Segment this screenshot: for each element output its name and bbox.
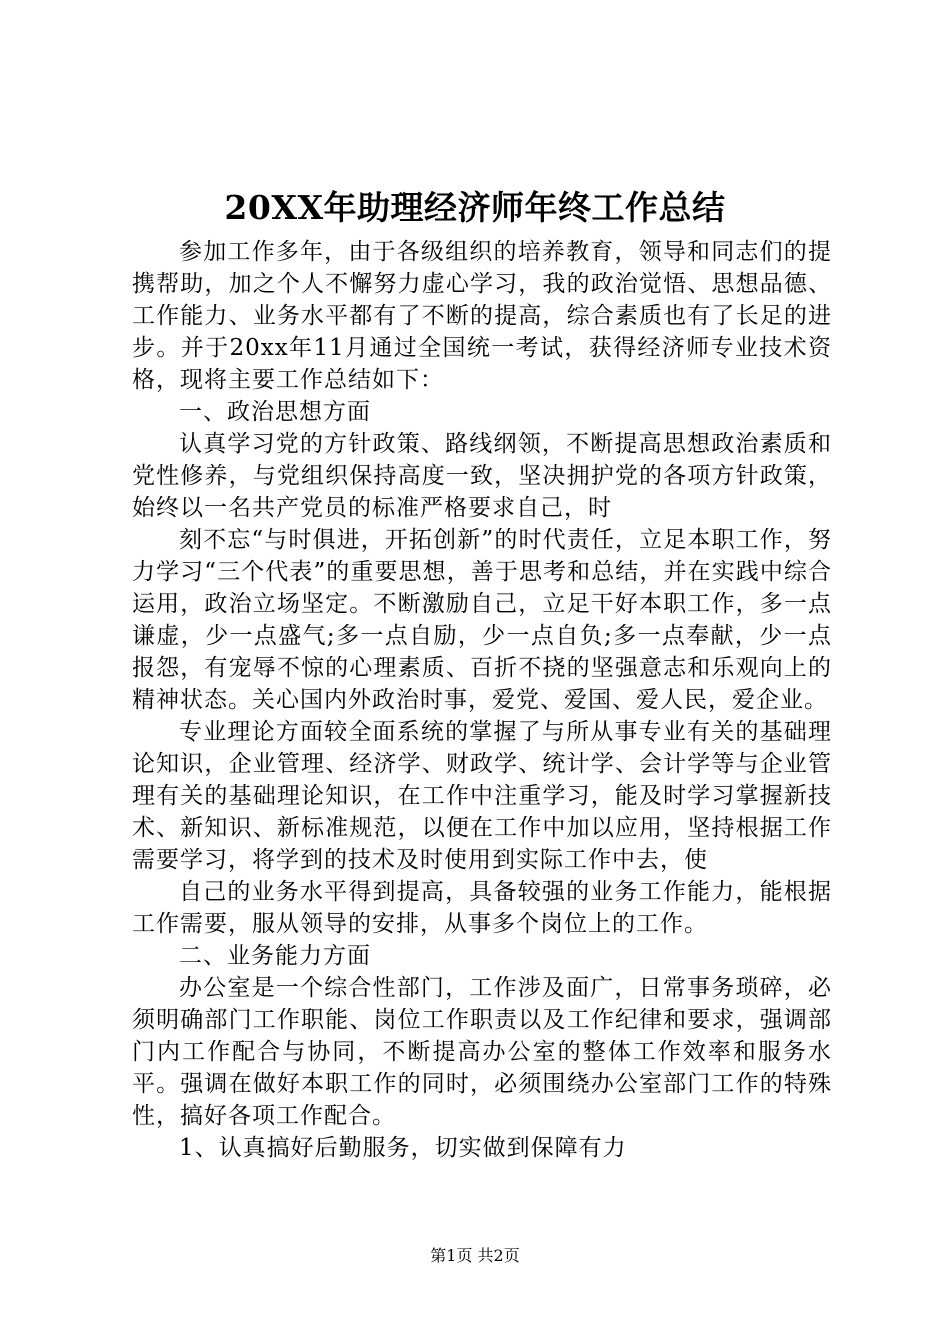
paragraph-theory-1: 专业理论方面较全面系统的掌握了与所从事专业有关的基础理论知识，企业管理、经济学、财政学、统计学、会计学等与企业管理有关的基础理论知识，在工作中注重学习，能及时学习掌握新技术、新知识、新标准规范，以便在工作中加以应用，坚持根据工作需要学习，将学到的技术及时使用到实际工作中去，使	[132, 719, 832, 873]
list-item-logistics: 1、认真搞好后勤服务，切实做到保障有力	[179, 1135, 627, 1161]
page-number-footer: 第1页 共2页	[430, 1246, 520, 1265]
document-title: 20XX年助理经济师年终工作总结	[224, 188, 726, 227]
paragraph-theory-2: 自己的业务水平得到提高，具备较强的业务工作能力，能根据工作需要，服从领导的安排，从事多个岗位上的工作。	[132, 879, 832, 937]
paragraph-politics-1: 认真学习党的方针政策、路线纲领，不断提高思想政治素质和党性修养，与党组织保持高度一致，坚决拥护党的各项方针政策，始终以一名共产党员的标准严格要求自己，时	[132, 431, 832, 521]
section-heading-business: 二、业务能力方面	[179, 943, 371, 969]
document-body	[132, 236, 832, 1164]
paragraph-office: 办公室是一个综合性部门，工作涉及面广，日常事务琐碎，必须明确部门工作职能、岗位工作职责以及工作纪律和要求，强调部门内工作配合与协同，不断提高办公室的整体工作效率和服务水平。强调在做好本职工作的同时，必须围绕办公室部门工作的特殊性，搞好各项工作配合。	[132, 975, 832, 1129]
paragraph-intro: 参加工作多年，由于各级组织的培养教育，领导和同志们的提携帮助，加之个人不懈努力虚心学习，我的政治觉悟、思想品德、工作能力、业务水平都有了不断的提高，综合素质也有了长足的进步。并于20xx年11月通过全国统一考试，获得经济师专业技术资格，现将主要工作总结如下：	[132, 239, 832, 393]
section-heading-politics: 一、政治思想方面	[179, 399, 371, 425]
paragraph-politics-2: 刻不忘“与时俱进，开拓创新”的时代责任，立足本职工作，努力学习“三个代表”的重要思想，善于思考和总结，并在实践中综合运用，政治立场坚定。不断激励自己，立足干好本职工作，多一点谦虚，少一点盛气;多一点自励，少一点自负;多一点奉献，少一点报怨，有宠辱不惊的心理素质、百折不挠的坚强意志和乐观向上的精神状态。关心国内外政治时事，爱党、爱国、爱人民，爱企业。	[132, 527, 832, 713]
